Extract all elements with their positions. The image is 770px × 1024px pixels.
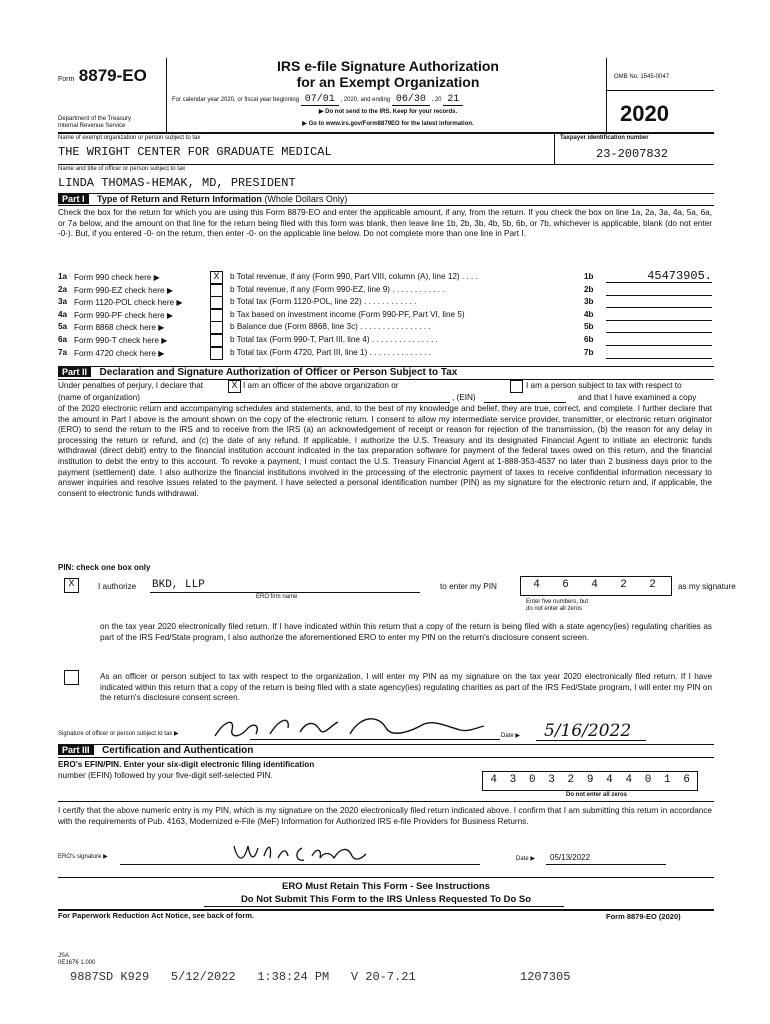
line-number: 6a (58, 335, 68, 344)
line-form-label: Form 990-EZ check here ▶ (74, 285, 174, 295)
efin-digit: 4 (490, 774, 497, 786)
pin-note-2: do not enter all zeros (526, 606, 583, 612)
efin-digit: 2 (567, 774, 575, 786)
jsa-label: JSA (58, 953, 70, 959)
line-form-label: Form 990 check here ▶ (74, 273, 160, 282)
efin-digit: 1 (664, 774, 671, 786)
ero-firm-label: ERO firm name (256, 594, 298, 600)
paperwork-notice: For Paperwork Reduction Act Notice, see back of form. (58, 911, 255, 920)
officer-option-text: I am an officer of the above organization or (243, 381, 399, 390)
part2-label: Part II (58, 367, 91, 377)
ero-signature-date: 05/13/2022 (550, 853, 591, 862)
part2-title: Declaration and Signature Authorization of Officer or Person Subject to Tax (99, 367, 458, 378)
line-reference: 2b (584, 284, 594, 294)
officer-checkbox[interactable]: X (228, 380, 241, 393)
line-description: b Balance due (Form 8868, line 3c) . . . . . . . . . . . . . . . . (230, 322, 431, 332)
period-year-prefix: , 20 (431, 97, 442, 103)
line-reference: 6b (584, 335, 594, 344)
tax-period-row (172, 94, 463, 105)
efin-digit: 3 (509, 774, 517, 786)
form-prefix: Form (58, 76, 75, 83)
org-name-label: Name of exempt organization or person subject to tax (58, 135, 201, 141)
line-form-label: Form 1120-POL check here ▶ (74, 298, 183, 308)
line-amount-underline (606, 332, 712, 333)
efin-digit: 4 (606, 774, 613, 786)
jsa-code: 0E1676 1.000 (58, 960, 96, 966)
officer-signature (210, 712, 490, 746)
line-amount-underline (606, 358, 712, 359)
print-id: 1207305 (520, 970, 571, 984)
form-title-line1: IRS e-file Signature Authorization (277, 58, 499, 74)
line-form-label: Form 990-PF check here ▶ (74, 310, 174, 320)
line-checkbox[interactable] (210, 296, 223, 309)
option1-text: on the tax year 2020 electronically filed return. If I have indicated within this return that a copy of the return is being filed with a state agency(ies) regulating charities as part of the IRS Fed/State program, I also authorize the aforementioned ERO to enter my PIN on the return's disclosure consent screen. (100, 622, 712, 642)
part3-header (58, 745, 253, 756)
do-not-submit-notice: Do Not Submit This Form to the IRS Unless Requested To Do So (240, 894, 532, 905)
pin-digit: 4 (591, 579, 598, 591)
option2-text: As an officer or person subject to tax with respect to the organization, I will enter my PIN as my signature on the tax year 2020 electronically filed return. If I have indicated within this return that a copy of the return is being filed with a state agency(ies) regulating charities as part of the IRS Fed/State program, I will enter my PIN on the return's disclosure consent screen. (100, 672, 712, 703)
part2-header (58, 367, 457, 378)
officer-signature-label: Signature of officer or person subject to tax ▶ (58, 731, 179, 737)
person-subject-text: I am a person subject to tax with respect to (526, 381, 682, 390)
officer-name: LINDA THOMAS-HEMAK, MD, PRESIDENT (58, 176, 296, 190)
officer-pin-option-checkbox[interactable] (64, 670, 79, 685)
line-checkbox[interactable] (210, 347, 223, 360)
declaration-line1 (58, 381, 203, 390)
retain-notice: ERO Must Retain This Form - See Instructions (282, 881, 490, 892)
line-checkbox[interactable] (210, 321, 223, 334)
officer-date-label: Date ▶ (501, 733, 520, 739)
line-form-label: Form 990-T check here ▶ (74, 336, 168, 345)
part1-intro: Check the box for the return for which you are using this Form 8879-EO and enter the applicable amount, if any, from the return. If you check the box on line 1a, 2a, 3a, 4a, 5a, 6a, or 7a below, and the amount on that line for the return being filed with this form was blank, then leave line 1b, 2b, 3b, 4b, 5b, 6b, or 7b, whichever is applicable, blank (do not enter -0-). But, if you entered -0- on the return, then enter -0- on the applicable line below. Do not complete more than one line in Part I. (58, 208, 712, 239)
person-subject-checkbox[interactable] (510, 380, 523, 393)
as-signature-text: as my signature (678, 582, 736, 591)
part3-label: Part III (58, 745, 94, 755)
form-title-line2: for an Exempt Organization (296, 74, 480, 90)
notice-do-not-send: ▶ Do not send to the IRS. Keep for your records. (318, 109, 458, 115)
line-form-label: Form 4720 check here ▶ (74, 348, 165, 358)
declaration-intro: Under penalties of perjury, I declare that (58, 381, 204, 390)
line-number: 5a (58, 322, 68, 332)
dept-treasury: Department of the Treasury (58, 116, 132, 122)
irs-name: Internal Revenue Service (58, 123, 126, 129)
omb-number: OMB No. 1545-0047 (614, 74, 670, 80)
org-name: THE WRIGHT CENTER FOR GRADUATE MEDICAL (58, 145, 332, 159)
line-reference: 4b (584, 309, 594, 319)
part1-label: Part I (58, 194, 89, 204)
pin-heading: PIN: check one box only (58, 563, 151, 572)
efin-digit: 6 (683, 774, 690, 786)
examined-text: and that I have examined a copy (578, 393, 697, 402)
ero-signature-label: ERO's signature ▶ (58, 854, 108, 860)
part1-subtitle: (Whole Dollars Only) (264, 194, 348, 204)
part1-header (58, 194, 347, 204)
line-reference: 5b (584, 322, 594, 332)
line-reference: 1b (584, 272, 594, 281)
line-number: 3a (58, 297, 68, 307)
officer-signature-date: 5/16/2022 (544, 721, 632, 741)
line-description: b Total revenue, if any (Form 990-EZ, line 9) . . . . . . . . . . . . (230, 284, 445, 294)
period-mid-label: , 2020, and ending (340, 97, 391, 103)
pin-digit: 4 (533, 579, 540, 591)
line-checkbox[interactable] (210, 334, 223, 347)
line-amount-underline (606, 282, 712, 283)
efin-digit: 4 (625, 774, 633, 786)
period-year: 21 (443, 94, 463, 106)
line-form-label: Form 8868 check here ▶ (74, 323, 165, 333)
line-description: b Total tax (Form 4720, Part III, line 1) . . . . . . . . . . . . . . (230, 347, 431, 357)
form-number-block (58, 66, 147, 86)
part3-title: Certification and Authentication (102, 745, 254, 756)
period-label: For calendar year 2020, or fiscal year beginning (172, 97, 300, 103)
ein-label: , (EIN) (452, 393, 476, 402)
efin-digit: 0 (528, 774, 536, 786)
certification-text: I certify that the above numeric entry is my PIN, which is my signature on the 2020 electronically filed return indicated above. I confirm that I am submitting this return in accordance with the requirements of Pub. 4163, Modernized e-File (MeF) Information for Authorized IRS e-file Providers for Business Returns. (58, 806, 712, 826)
line-checkbox[interactable] (210, 284, 223, 297)
form-reference: Form 8879-EO (2020) (606, 912, 681, 921)
tin-value: 23-2007832 (596, 147, 669, 161)
period-end: 06/30 (392, 94, 430, 106)
enter-pin-text: to enter my PIN (440, 582, 497, 591)
form-number: 8879-EO (78, 66, 147, 85)
ero-pin-option-checkbox[interactable]: X (64, 578, 79, 593)
pin-digit: 2 (649, 579, 656, 591)
pin-note-1: Enter five numbers, but (526, 599, 589, 605)
pin-digit: 6 (562, 579, 569, 591)
efin-digit: 9 (586, 774, 594, 786)
line-number: 2a (58, 284, 68, 294)
ero-firm-name: BKD, LLP (152, 579, 205, 591)
print-info: 9887SD K929 5/12/2022 1:38:24 PM V 20-7.21 (70, 970, 416, 984)
authorize-text: I authorize (98, 582, 137, 591)
line-number: 1a (58, 272, 68, 281)
line-number: 4a (58, 309, 68, 319)
tax-year: 2020 (620, 101, 669, 126)
line-amount-underline (606, 345, 712, 346)
efin-note: Do not enter all zeros (566, 792, 628, 798)
line-amount-underline (606, 307, 712, 308)
line-reference: 3b (584, 297, 594, 307)
efin-text-1: ERO's EFIN/PIN. Enter your six-digit electronic filing identification (58, 760, 315, 769)
officer-label: Name and title of officer or person subject to tax (58, 166, 186, 172)
line-amount: 45473905. (647, 269, 712, 283)
line-amount-underline (606, 295, 712, 296)
declaration-text: of the 2020 electronic return and accompanying schedules and statements, and, to the best of my knowledge and belief, they are true, correct, and complete. I further declare that the amount in Part I above is the amount shown on the copy of the electronic return. I consent to allow my intermediate service provider, transmitter, or electronic return originator (ERO) to send the return to the IRS and to receive from the IRS (a) an acknowledgement of receipt or reason for rejection of the transmission, (b) the reason for any delay in processing the return or refund, and (c) the date of any refund. If applicable, I authorize the U.S. Treasury and its designated Financial Agent to initiate an electronic funds withdrawal (direct debit) entry to the financial institution account indicated in the tax preparation software for payment of the federal taxes owed on this return, and the financial institution to debit the entry to this account. To revoke a payment, I must contact the U.S. Treasury Financial Agent at 1-888-353-4537 no later than 2 business days prior to the payment (settlement) date. I also authorize the financial institutions involved in the processing of the electronic payment of taxes to receive confidential information necessary to answer inquiries and resolve issues related to the payment. I have selected a personal identification number (PIN) as my signature for the electronic return and, if applicable, the consent to electronic funds withdrawal. (58, 404, 712, 498)
period-begin: 07/01 (301, 94, 339, 106)
pin-digit: 2 (620, 579, 627, 591)
part1-title: Type of Return and Return Information (97, 194, 262, 204)
line-number: 7a (58, 347, 68, 357)
efin-text-2: number (EFIN) followed by your five-digit self-selected PIN. (58, 771, 273, 780)
line-amount-underline (606, 320, 712, 321)
ero-signature (230, 838, 370, 871)
efin-digit: 0 (644, 774, 652, 786)
tin-label: Taxpayer identification number (560, 135, 649, 141)
line-description: b Tax based on investment income (Form 990-PF, Part VI, line 5) (230, 309, 465, 319)
line-checkbox[interactable]: X (210, 271, 223, 284)
ero-date-label: Date ▶ (516, 856, 535, 862)
line-reference: 7b (584, 347, 594, 357)
notice-website: ▶ Go to www.irs.gov/Form8879EO for the latest information. (302, 121, 474, 127)
line-description: b Total tax (Form 990-T, Part III, line 4) . . . . . . . . . . . . . . . (230, 335, 438, 344)
line-description: b Total revenue, if any (Form 990, Part VIII, column (A), line 12) . . . . (230, 272, 478, 281)
line-description: b Total tax (Form 1120-POL, line 22) . . . . . . . . . . . . (230, 297, 417, 307)
line-checkbox[interactable] (210, 309, 223, 322)
org-name-line-label: (name of organization) (58, 393, 140, 402)
efin-digit: 3 (548, 774, 555, 786)
